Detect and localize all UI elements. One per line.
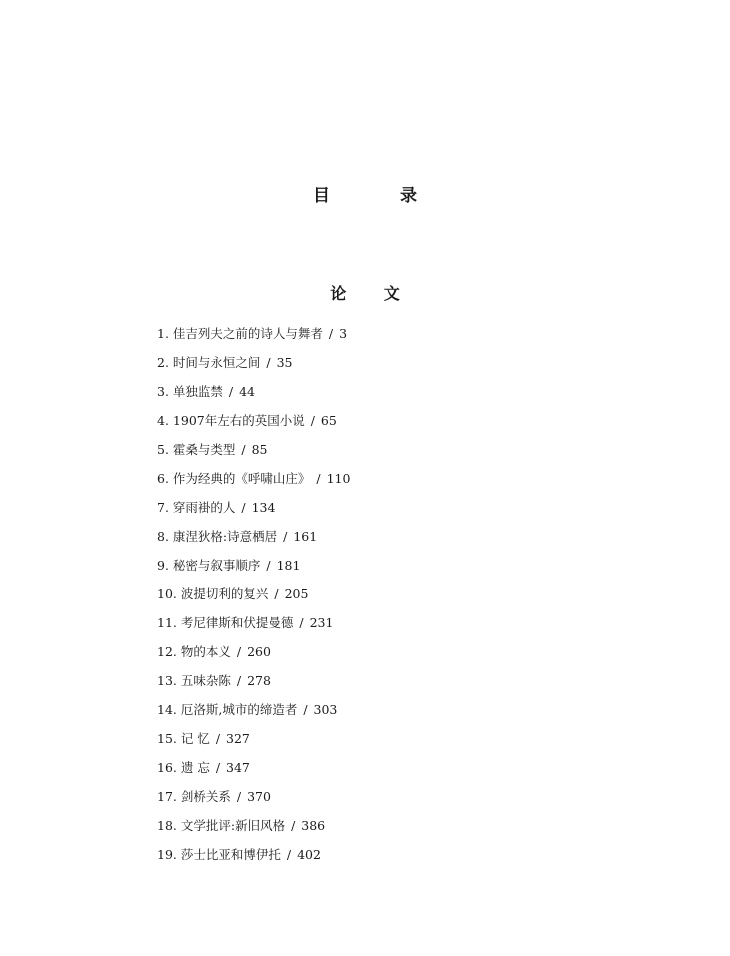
toc-entry-separator: / bbox=[262, 557, 275, 573]
toc-entry-number: 8. bbox=[157, 528, 169, 544]
toc-entry-title: 文学批评:新旧风格 bbox=[180, 817, 286, 833]
toc-entry-separator: / bbox=[295, 615, 308, 631]
toc-entry-title: 单独监禁 bbox=[172, 383, 223, 399]
toc-entry-title: 莎士比亚和博伊托 bbox=[180, 846, 281, 862]
toc-entry-title: 考尼律斯和伏提曼德 bbox=[180, 615, 294, 631]
toc-entry[interactable] bbox=[157, 783, 350, 812]
toc-entry[interactable] bbox=[157, 667, 350, 696]
toc-entry-number: 14. bbox=[157, 702, 177, 718]
toc-entry-separator: / bbox=[312, 470, 325, 486]
toc-entry-number: 1. bbox=[157, 326, 169, 341]
toc-entry-separator: / bbox=[232, 673, 246, 689]
toc-entry-separator: / bbox=[306, 412, 319, 428]
toc-entry-page-number: 278 bbox=[247, 673, 271, 689]
toc-entry-number: 3. bbox=[157, 383, 169, 399]
toc-entry[interactable] bbox=[157, 523, 350, 552]
toc-entry[interactable] bbox=[157, 609, 350, 638]
toc-entry-number: 18. bbox=[157, 817, 177, 833]
toc-entry-page-number: 35 bbox=[276, 354, 293, 370]
toc-entry-title: 时间与永恒之间 bbox=[172, 354, 261, 370]
section-heading: 论 文 bbox=[330, 284, 416, 303]
toc-entry-title: 剑桥关系 bbox=[180, 789, 231, 804]
toc-entry-title: 五味杂陈 bbox=[180, 673, 231, 689]
toc-entry-number: 5. bbox=[157, 441, 169, 457]
toc-entry-separator: / bbox=[224, 383, 238, 399]
toc-entry-title: 作为经典的《呼啸山庄》 bbox=[172, 470, 311, 486]
toc-entry-separator: / bbox=[237, 441, 250, 457]
toc-entry-separator: / bbox=[279, 528, 292, 544]
toc-entry-title: 霍桑与类型 bbox=[172, 441, 236, 457]
toc-entry-separator: / bbox=[324, 326, 338, 341]
toc-entry-number: 4. bbox=[157, 412, 169, 428]
toc-entry-separator: / bbox=[211, 731, 225, 747]
toc-entry-number: 16. bbox=[157, 760, 177, 776]
toc-entry-number: 11. bbox=[157, 615, 177, 631]
toc-entry[interactable] bbox=[157, 494, 350, 523]
toc-entry[interactable] bbox=[157, 841, 350, 870]
toc-entry-page-number: 44 bbox=[239, 383, 256, 399]
toc-entry-title: 遗 忘 bbox=[180, 760, 210, 776]
toc-entry-title: 记 忆 bbox=[180, 731, 210, 747]
toc-entry-title: 康涅狄格:诗意栖居 bbox=[172, 528, 278, 544]
toc-entry-page-number: 161 bbox=[293, 528, 318, 544]
toc-entry-number: 10. bbox=[157, 586, 177, 602]
toc-entry-page-number: 65 bbox=[320, 412, 337, 428]
toc-entry-page-number: 85 bbox=[251, 441, 268, 457]
toc-entry-number: 17. bbox=[157, 789, 177, 804]
toc-entry[interactable] bbox=[157, 349, 350, 378]
toc-entry-separator: / bbox=[299, 702, 312, 718]
toc-entry-title: 穿雨褂的人 bbox=[172, 499, 236, 515]
toc-entry-number: 9. bbox=[157, 557, 169, 573]
toc-entry[interactable] bbox=[157, 638, 350, 667]
toc-entry[interactable] bbox=[157, 580, 350, 609]
table-of-contents bbox=[157, 320, 350, 870]
toc-entry-number: 2. bbox=[157, 354, 169, 370]
toc-entry[interactable] bbox=[157, 407, 350, 436]
toc-entry-title: 厄洛斯,城市的缔造者 bbox=[180, 702, 298, 718]
toc-entry-page-number: 3 bbox=[339, 326, 348, 341]
toc-entry-page-number: 386 bbox=[301, 817, 326, 833]
toc-entry[interactable] bbox=[157, 465, 350, 494]
toc-entry-title: 波提切利的复兴 bbox=[180, 586, 269, 602]
toc-entry-page-number: 231 bbox=[309, 615, 334, 631]
toc-entry-separator: / bbox=[237, 499, 250, 515]
toc-entry-title: 秘密与叙事顺序 bbox=[172, 557, 261, 573]
toc-entry-page-number: 370 bbox=[247, 789, 271, 804]
toc-entry-page-number: 110 bbox=[326, 470, 351, 486]
toc-entry-number: 13. bbox=[157, 673, 177, 689]
toc-entry-page-number: 347 bbox=[226, 760, 250, 776]
toc-entry-number: 15. bbox=[157, 731, 177, 747]
toc-entry-page-number: 327 bbox=[226, 731, 250, 747]
toc-entry[interactable] bbox=[157, 320, 350, 349]
toc-entry[interactable] bbox=[157, 436, 350, 465]
toc-entry-number: 7. bbox=[157, 499, 169, 515]
toc-entry-separator: / bbox=[232, 644, 246, 660]
toc-entry-title: 1907年左右的英国小说 bbox=[172, 412, 305, 428]
toc-entry-page-number: 402 bbox=[297, 846, 321, 862]
toc-entry[interactable] bbox=[157, 378, 350, 407]
toc-entry-separator: / bbox=[270, 586, 283, 602]
toc-entry-separator: / bbox=[287, 817, 300, 833]
toc-entry-title: 物的本义 bbox=[180, 644, 231, 660]
toc-entry-separator: / bbox=[211, 760, 225, 776]
toc-entry-number: 19. bbox=[157, 846, 177, 862]
toc-entry-number: 12. bbox=[157, 644, 177, 660]
toc-entry[interactable] bbox=[157, 725, 350, 754]
toc-entry-page-number: 181 bbox=[276, 557, 301, 573]
toc-entry-separator: / bbox=[232, 789, 246, 804]
toc-entry-page-number: 260 bbox=[247, 644, 271, 660]
toc-entry-separator: / bbox=[262, 354, 275, 370]
toc-entry-page-number: 303 bbox=[313, 702, 338, 718]
toc-entry-separator: / bbox=[282, 846, 296, 862]
toc-entry-page-number: 205 bbox=[284, 586, 309, 602]
toc-entry[interactable] bbox=[157, 812, 350, 841]
toc-entry-title: 佳吉列夫之前的诗人与舞者 bbox=[172, 326, 323, 341]
toc-entry-page-number: 134 bbox=[251, 499, 276, 515]
toc-entry[interactable] bbox=[157, 754, 350, 783]
toc-entry[interactable] bbox=[157, 696, 350, 725]
toc-entry[interactable] bbox=[157, 552, 350, 581]
toc-entry-number: 6. bbox=[157, 470, 169, 486]
page-title: 目 录 bbox=[313, 186, 449, 206]
